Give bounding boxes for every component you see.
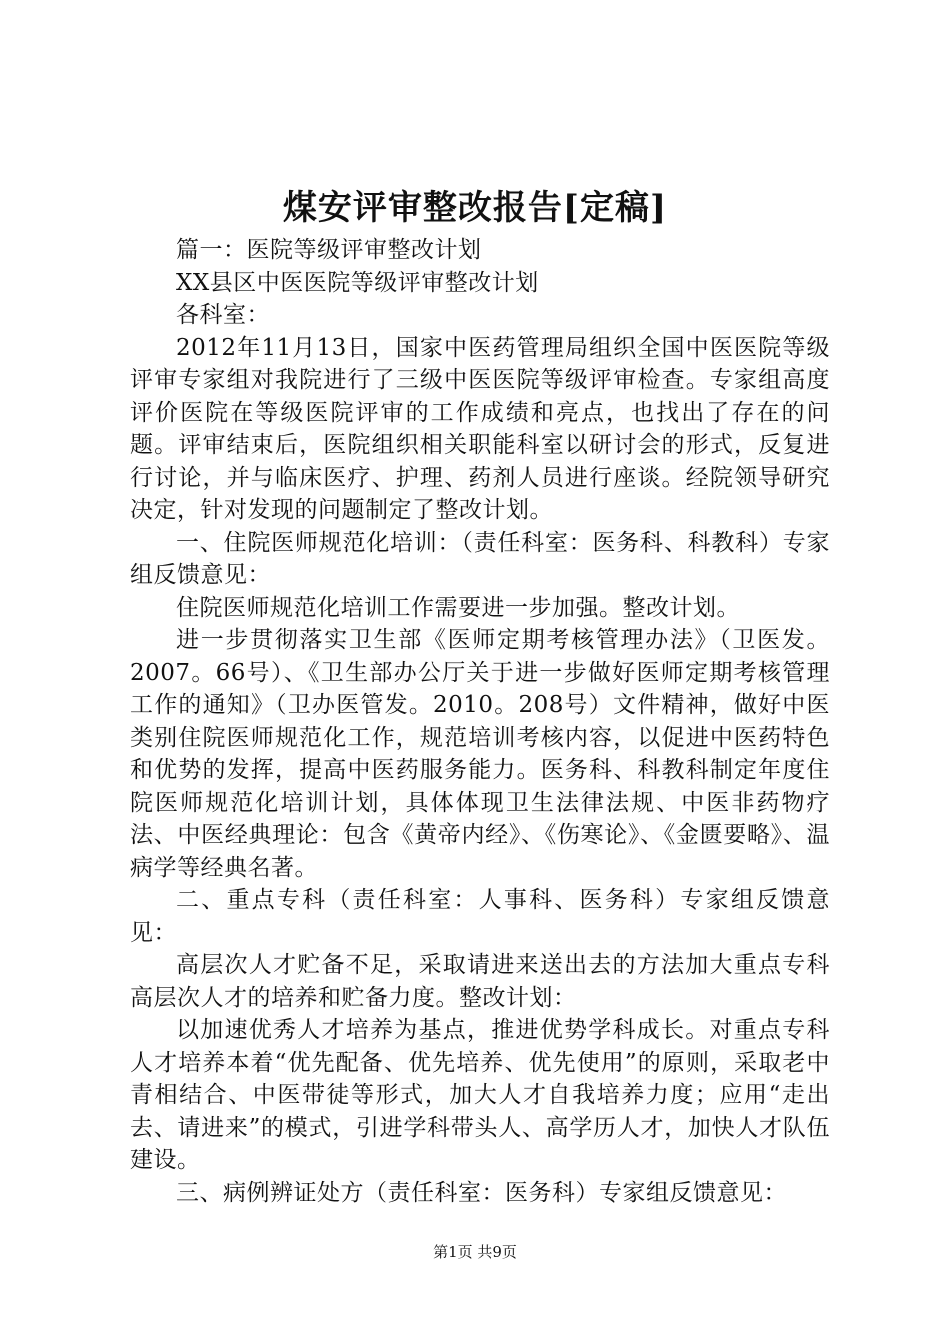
document-body bbox=[130, 234, 830, 1209]
paragraph: 住院医师规范化培训工作需要进一步加强。整改计划。 bbox=[176, 594, 740, 621]
paragraph: 三、病例辨证处方（责任科室：医务科）专家组反馈意见： bbox=[176, 1179, 787, 1206]
document-title: 煤安评审整改报告[定稿] bbox=[282, 188, 668, 228]
paragraph: XX县区中医医院等级评审整改计划 bbox=[176, 269, 539, 296]
paragraph: 一、住院医师规范化培训：（责任科室：医务科、科教科）专家组反馈意见： bbox=[130, 529, 830, 588]
paragraph: 篇一：医院等级评审整改计划 bbox=[176, 237, 482, 263]
paragraph: 进一步贯彻落实卫生部《医师定期考核管理办法》（卫医发。2007。66号）、《卫生部办公厅关于进一步做好医师定期考核管理工作的通知》（卫办医管发。2010。208号）文件精神，做好中医类别住院医师规范化工作，规范培训考核内容，以促进中医药特色和优势的发挥，提高中医药服务能力。医务科、科教科制定年度住院医师规范化培训计划，具体体现卫生法律法规、中医非药物疗法、中医经典理论：包含《黄帝内经》、《伤寒论》、《金匮要略》、温病学等经典名著。 bbox=[130, 627, 830, 881]
paragraph: 二、重点专科（责任科室：人事科、医务科）专家组反馈意见： bbox=[130, 887, 830, 946]
paragraph: 高层次人才贮备不足，采取请进来送出去的方法加大重点专科高层次人才的培养和贮备力度。整改计划： bbox=[130, 952, 830, 1011]
paragraph: 2012年11月13日，国家中医药管理局组织全国中医医院等级评审专家组对我院进行了三级中医医院等级评审检查。专家组高度评价医院在等级医院评审的工作成绩和亮点，也找出了存在的问题。评审结束后，医院组织相关职能科室以研讨会的形式，反复进行讨论，并与临床医疗、护理、药剂人员进行座谈。经院领导研究决定，针对发现的问题制定了整改计划。 bbox=[130, 334, 830, 523]
paragraph: 各科室： bbox=[176, 302, 270, 328]
paragraph: 以加速优秀人才培养为基点，推进优势学科成长。对重点专科人才培养本着“优先配备、优先培养、优先使用”的原则，采取老中青相结合、中医带徒等形式，加大人才自我培养力度；应用“走出去、请进来”的模式，引进学科带头人、高学历人才，加快人才队伍建设。 bbox=[130, 1017, 830, 1173]
page-footer: 第1页 共9页 bbox=[433, 1243, 517, 1261]
